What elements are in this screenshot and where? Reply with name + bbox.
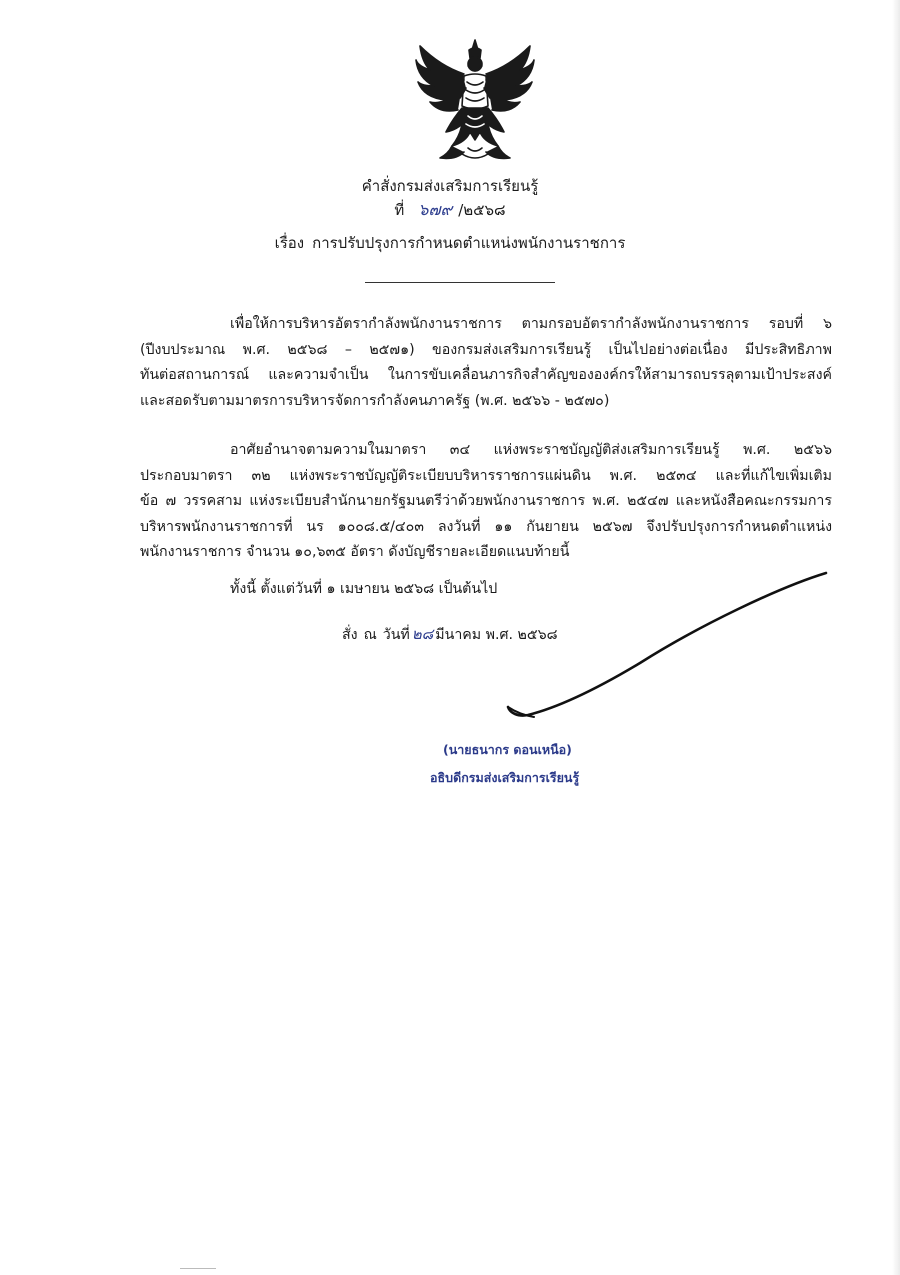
subject-text: การปรับปรุงการกำหนดตำแหน่งพนักงานราชการ xyxy=(312,234,626,252)
paragraph-line: ประกอบมาตรา ๓๒ แห่งพระราชบัญญัติระเบียบบริหารราชการแผ่นดิน พ.ศ. ๒๕๓๔ และที่แก้ไขเพิ่มเติม xyxy=(140,467,832,484)
paragraph-line: และสอดรับตามมาตรการบริหารจัดการกำลังคนภาครัฐ (พ.ศ. ๒๕๖๖ - ๒๕๗๐) xyxy=(140,392,610,409)
garuda-emblem-icon xyxy=(412,36,538,164)
dated-at: ณ xyxy=(363,627,377,643)
handwritten-day: ๒๘ xyxy=(411,625,434,643)
effective-date-text: ทั้งนี้ ตั้งแต่วันที่ ๑ เมษายน ๒๕๖๘ เป็นต้นไป xyxy=(230,581,498,597)
subject-label: เรื่อง xyxy=(274,234,305,252)
handwritten-signature xyxy=(500,565,840,725)
paragraph-line: พนักงานราชการ จำนวน ๑๐,๖๓๕ อัตรา ดังบัญชีรายละเอียดแนบท้ายนี้ xyxy=(140,544,570,560)
scan-artifact-line xyxy=(180,1268,216,1269)
order-number-year: /๒๕๖๘ xyxy=(458,201,506,219)
dated-month-year: มีนาคม พ.ศ. ๒๕๖๘ xyxy=(435,627,558,643)
order-number-label: ที่ xyxy=(394,201,405,219)
dated-day-label: วันที่ xyxy=(382,627,410,643)
header-divider xyxy=(365,282,555,283)
paragraph-line: ทันต่อสถานการณ์ และความจำเป็น ในการขับเคลื่อนภารกิจสำคัญขององค์กรให้สามารถบรรลุตามเป้าประสงค์ xyxy=(140,367,832,383)
handwritten-order-number: ๖๗๙ xyxy=(418,200,453,219)
paragraph-line: เพื่อให้การบริหารอัตรากำลังพนักงานราชการ ตามกรอบอัตรากำลังพนักงานราชการ รอบที่ ๖ xyxy=(230,316,832,332)
order-subject xyxy=(0,232,900,254)
paragraph-line: ข้อ ๗ วรรคสาม แห่งระเบียบสำนักนายกรัฐมนตรีว่าด้วยพนักงานราชการ พ.ศ. ๒๕๔๗ และหนังสือคณะกรรมการ xyxy=(140,493,832,509)
order-title: คำสั่งกรมส่งเสริมการเรียนรู้ xyxy=(361,177,539,195)
paragraph-line: (ปีงบประมาณ พ.ศ. ๒๕๖๘ – ๒๕๗๑) ของกรมส่งเสริมการเรียนรู้ เป็นไปอย่างต่อเนื่อง มีประสิทธิภาพ xyxy=(140,341,832,358)
paragraph-line: อาศัยอำนาจตามความในมาตรา ๓๔ แห่งพระราชบัญญัติส่งเสริมการเรียนรู้ พ.ศ. ๒๕๖๖ xyxy=(230,442,832,458)
dated-prefix: สั่ง xyxy=(342,627,358,643)
order-number xyxy=(0,199,900,221)
paragraph-purpose xyxy=(140,312,832,414)
paragraph-authority xyxy=(140,438,832,566)
signer-name: (นายธนากร ดอนเหนือ) xyxy=(443,742,572,757)
paragraph-line: บริหารพนักงานราชการที่ นร ๑๐๐๘.๕/๔๐๓ ลงวันที่ ๑๑ กันยายน ๒๕๖๗ จึงปรับปรุงการกำหนดตำแหน่ง xyxy=(140,518,832,535)
signer-title: อธิบดีกรมส่งเสริมการเรียนรู้ xyxy=(430,770,580,785)
